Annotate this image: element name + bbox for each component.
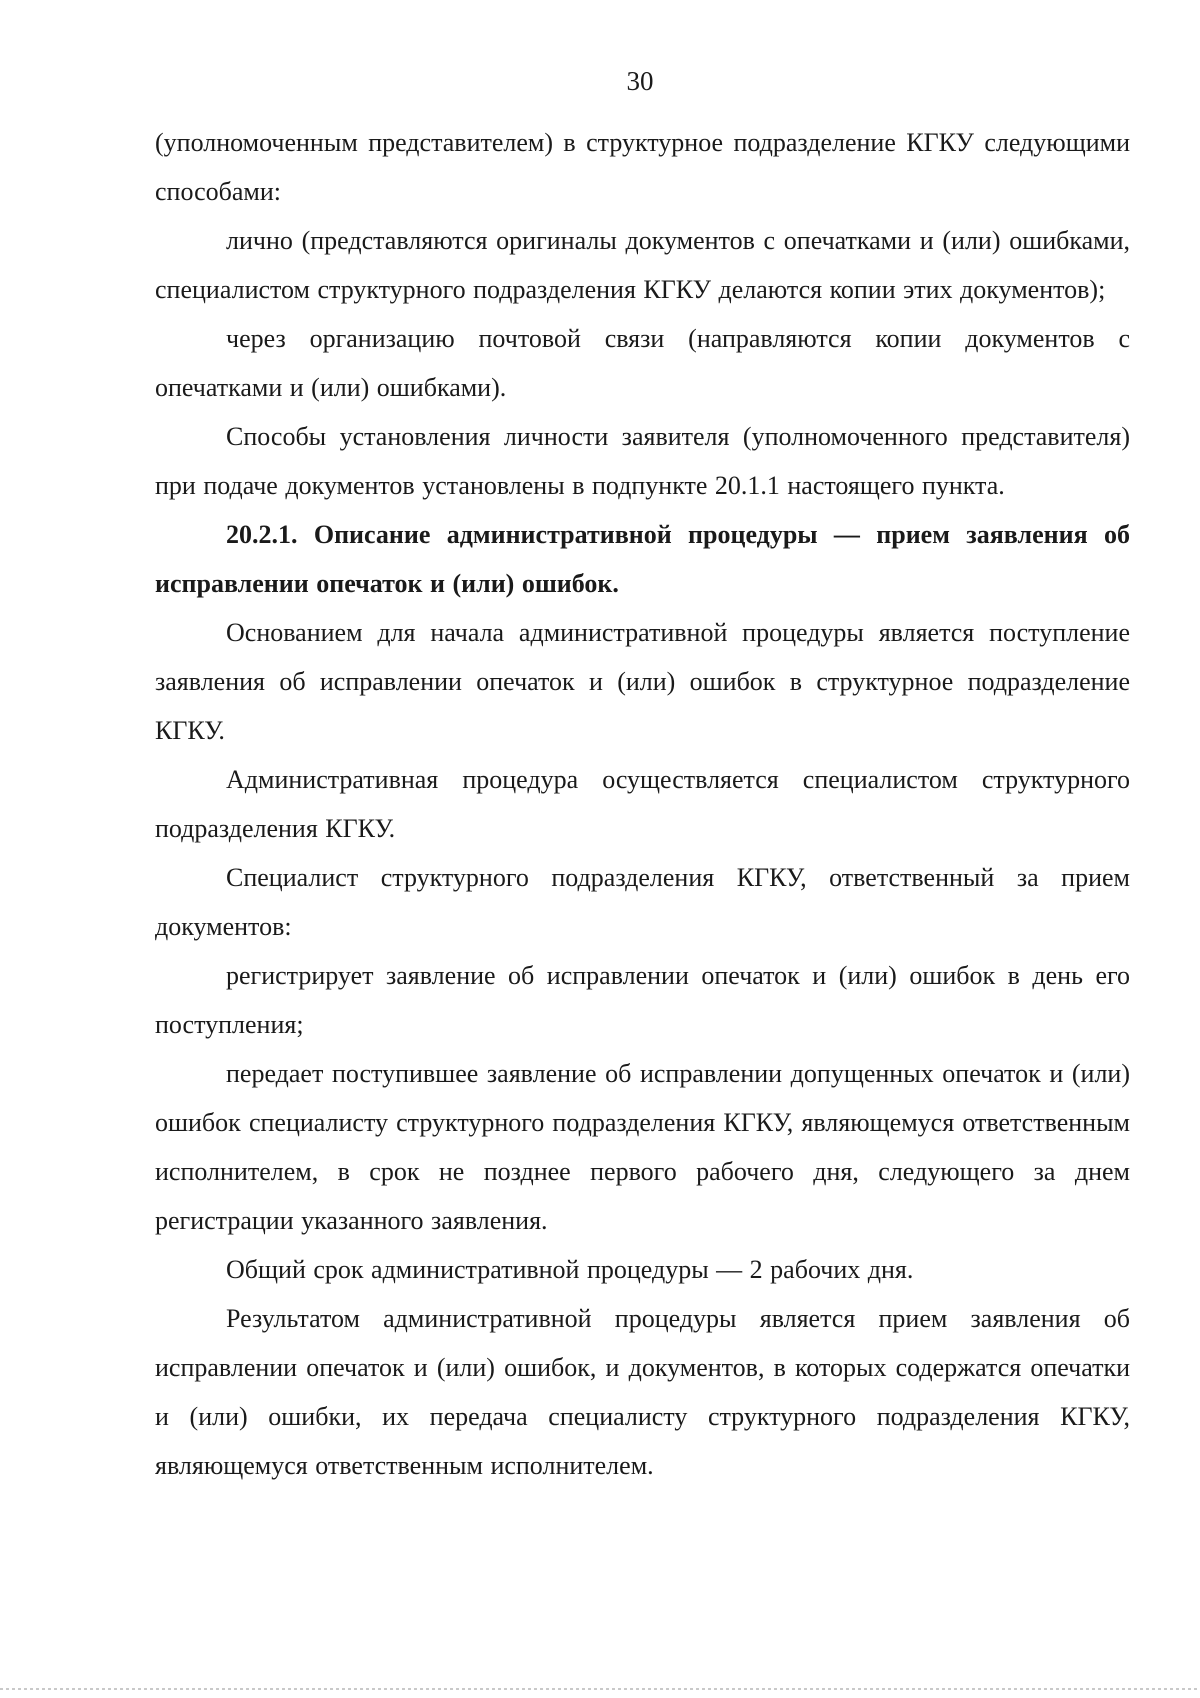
paragraph-transfers: передает поступившее заявление об исправлении допущенных опечаток и (или) ошибок специалисту структурного подразделения КГКУ, являющемуся ответственным исполнителем, в срок не позднее первого рабочего дня, следующего за днем регистрации указанного заявления. <box>155 1059 1130 1235</box>
paragraph-result: Результатом административной процедуры является прием заявления об исправлении опечаток и (или) ошибок, и документов, в которых содержатся опечатки и (или) ошибки, их передача специалисту структурного подразделения КГКУ, являющемуся ответственным исполнителем. <box>155 1304 1130 1480</box>
page-number: 30 <box>626 66 654 96</box>
paragraph-continuation: (уполномоченным представителем) в структурное подразделение КГКУ следующими способами: <box>155 128 1130 206</box>
paragraph-registers: регистрирует заявление об исправлении опечаток и (или) ошибок в день его поступления; <box>155 961 1130 1039</box>
paragraph-total-term: Общий срок административной процедуры — 2 рабочих дня. <box>226 1255 914 1284</box>
section-heading: 20.2.1. Описание административной процедуры — прием заявления об исправлении опечаток и (или) ошибок. <box>155 520 1130 598</box>
paragraph-specialist: Специалист структурного подразделения КГКУ, ответственный за прием документов: <box>155 863 1130 941</box>
paragraph-by-post: через организацию почтовой связи (направляются копии документов с опечатками и (или) ошибками). <box>155 324 1130 402</box>
paragraph-grounds: Основанием для начала административной процедуры является поступление заявления об исправлении опечаток и (или) ошибок в структурное подразделение КГКУ. <box>155 618 1130 745</box>
paragraph-performer: Административная процедура осуществляется специалистом структурного подразделения КГКУ. <box>155 765 1130 843</box>
document-body <box>155 118 1130 1490</box>
paragraph-in-person: лично (представляются оригиналы документов с опечатками и (или) ошибками, специалистом структурного подразделения КГКУ делаются копии этих документов); <box>155 226 1130 304</box>
scan-edge-line <box>0 1688 1200 1690</box>
paragraph-identity-methods: Способы установления личности заявителя (уполномоченного представителя) при подаче документов установлены в подпункте 20.1.1 настоящего пункта. <box>155 422 1130 500</box>
